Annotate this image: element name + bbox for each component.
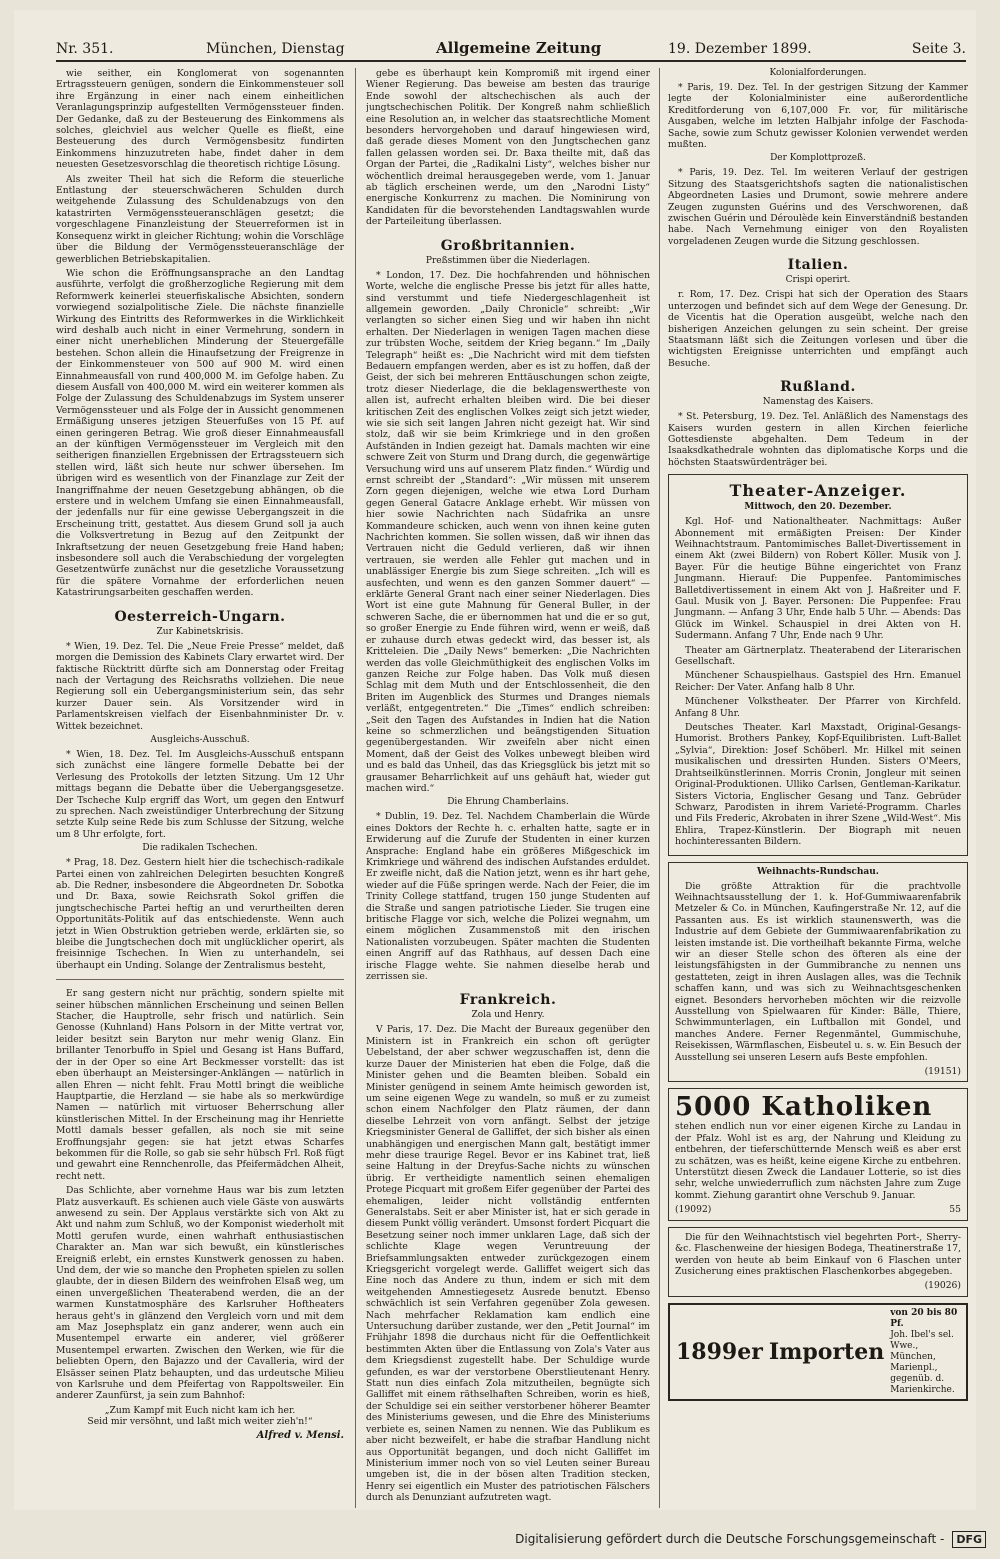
subheading: Ausgleichs-Ausschuß. xyxy=(150,734,250,745)
article-paragraph: * Dublin, 19. Dez. Tel. Nachdem Chamberlain die Würde eines Doktors der Rechte h. c. erhalten hatte, sagte er in Erwiderung auf die Zurufe der Studenten in einer kurzen Ansprache: England habe ein größeres Mißgeschick im Krimkriege und während des indischen Aufstandes erduldet. Er zweifle nicht, daß die Nation jetzt, wenn es ihr hart gehe, wieder auf die Füße springen werde. Nach der Feier, die im Trinity College stattfand, trugen 150 junge Studenten auf die Straße und sangen patriotische Lieder. Sie trugen eine britische Flagge vor sich, welche die Polizei wegnahm, um einem möglichen Zusammenstoß mit den irischen Nationalisten vorzubeugen. Später machten die Studenten einen Angriff auf das Rathhaus, auf dessen Dach eine irische Flagge wehte. Sie nahmen dieselbe herab und zerrissen sie. xyxy=(366,811,650,983)
section-heading-italy: Italien. xyxy=(787,257,849,274)
article-paragraph: * Paris, 19. Dez. Tel. Im weiteren Verlauf der gestrigen Sitzung des Staatsgerichtshofs sagten die nationalistischen Abgeordneten Lasies und Drumont, sowie mehrere andere Zeugen zugunsten Guérins und des Verschworenen, daß zwischen Guérin und Déroulède kein Einverständniß bestanden habe. Nach Vernehmung einiger von den Royalisten vorgeladenen Zeugen wurde die Sitzung geschlossen. xyxy=(668,167,968,247)
feuilleton-rule xyxy=(56,979,344,980)
feuilleton xyxy=(56,988,344,1441)
column-divider xyxy=(659,68,660,1508)
theater-entry: Deutsches Theater. Karl Maxstadt, Original-Gesangs-Humorist. Brothers Pankey, Kopf-Equilibristen. Luft-Ballet „Sylvia“, Direktion: Josef Schöberl. Mr. Hilkel mit seinen musikalischen und dressirten Hunden. Sisters O'Meers, Drahtseilkünstlerinnen. Morris Cronin, Jongleur mit seinen Original-Produktionen. Ulliko Carlsen, Gentleman-Karikatur. Sisters Victoria, Englischer Gesang und Tanz. Gebrüder Schwarz, Parodisten in ihrem Varieté-Programm. Charles und Fils Frederic, Akrobaten in ihrer Szene „Wild-West“. Mis Ehlira, Trapez-Künstlerin. Der Biograph mit neuen hochinteressanten Bildern. xyxy=(675,722,961,848)
theater-listing-title: Theater-Anzeiger. xyxy=(729,481,907,501)
article-paragraph: gebe es überhaupt kein Kompromiß mit irgend einer Wiener Regierung. Das beweise am besten das traurige Ende sowohl der altschechischen als auch der jungtschechischen Politik. Der Kongreß nahm schließlich eine Resolution an, in welcher das staatsrechtliche Moment besonders hervorgehoben und darauf hingewiesen wird, daß gerade dieses Moment von den Jungtschechen ganz fallen gelassen worden sei. Dr. Baxa theilte mit, daß das Organ der Partei, die „Radikalni Listy“, welches bisher nur wöchentlich dreimal herausgegeben werde, vom 1. Januar ab täglich erscheinen werde, um den „Narodni Listy“ energische Konkurrenz zu machen. Die Nominirung von Kandidaten für die bevorstehenden Landtagswahlen wurde der Parteileitung überlassen. xyxy=(366,68,650,228)
column-3 xyxy=(668,68,968,1510)
subheading: Die Ehrung Chamberlains. xyxy=(447,797,569,808)
subheading: Die radikalen Tschechen. xyxy=(142,843,258,854)
digitization-footer xyxy=(0,1525,1000,1553)
article-paragraph: * Wien, 18. Dez. Tel. Im Ausgleichs-Ausschuß entspann sich zunächst eine längere formelle Debatte bei der Verlesung des Protokolls der letzten Sitzung. Um 12 Uhr mittags begann die Debatte über die Uebergangsgesetze. Der Tscheche Kulp ergriff das Wort, um gegen den Entwurf zu sprechen. Nach zweistündiger Unterbrechung der Sitzung setzte Kulp seine Rede bis zum Schlusse der Sitzung, welche um 8 Uhr erfolgte, fort. xyxy=(56,748,344,840)
article-paragraph: Als zweiter Theil hat sich die Reform die steuerliche Entlastung der steuerschwächeren Schulden durch weitgehende Zulassung des Schuldenabzugs von den katastrirten Vermögenssteueranschlägen gesetzt; die vorgeschlagene Finanzleistung der Steuerreformen ist in Konsequenz wirkt in gleicher Richtung; wohin die Vorschläge über die Bildung der Vermögenssteueranschläge der gewerblichen Betriebskapitalien. xyxy=(56,173,344,265)
verse-line: Seid mir versöhnt, und laßt mich weiter zieh'n!“ xyxy=(87,1416,313,1428)
importen-word: Importen xyxy=(768,1338,885,1365)
importen-price: von 20 bis 80 Pf. xyxy=(890,1307,958,1329)
column-2 xyxy=(366,68,650,1510)
ad-reference: (19026) xyxy=(924,1280,961,1292)
newspaper-page xyxy=(14,10,976,1510)
weihnachts-rundschau-box xyxy=(668,862,968,1083)
rundschau-title: Weihnachts-Rundschau. xyxy=(757,866,879,877)
article-paragraph: * London, 17. Dez. Die hochfahrenden und höhnischen Worte, welche die englische Presse bis jetzt für alles hatte, sind verstummt und tiefe Niedergeschlagenheit ist allgemein geworden. „Daily Chronicle“ schreibt: „Wir verlangten so sicher einen Sieg und wir haben ihn nicht erhalten. Der Niederlagen in wenigen Tagen machen diese zur trübsten Woche, seitdem der Krieg begann.“ Im „Daily Telegraph“ heißt es: „Die Nachricht wird mit dem tiefsten Bedauern empfangen werden, aber es ist zu hoffen, daß der Geist, der sich bei mehreren Enttäuschungen schon zeigte, trotz dieser Niederlage, die die beklagenswertheste von allen ist, aufrecht erhalten bleiben wird. Die bei dieser kritischen Zeit des englischen Volkes zeigt sich jetzt wieder, wie sie sich seit langen Jahren nicht gezeigt hat. Wir sind stolz, daß wir sie beim Krimkriege und in den großen Aufständen in Indien gezeigt hat. Damals machten wir eine schwere Zeit von Sturm und Drang durch, die gegenwärtige Versuchung wird uns auf unserem Platz finden.“ Würdig und ernst schreibt der „Standard“: „Wir müssen mit unserem Zorn gegen diejenigen, welche wie etwa Lord Durham gegen General Gatacre Anklage erhebt. Wir müssen von hier sowie Nachrichten nach Südafrika an unsre Kommandeure schicken, auch wenn von ihnen keine guten Nachrichten kommen. Sie sollen wissen, daß wir ihnen das Vertrauen nicht die Geduld verlieren, daß wir ihnen vertrauen, sie werden alle Fehler gut machen und in unablässiger Energie bis zum Siege schreiten. „Ich will es ausfechten, und wenn es den ganzen Sommer dauert“ — erklärte General Grant nach einer seiner Niederlagen. Dies Wort ist eine gute Mahnung für General Buller, in der schweren Sache, die er übernommen hat und die er so gut, so großer Energie zu Ende führen wird, wenn er weiß, daß er zuhause durch etwas gedeckt wird, das besser ist, als Kritteleien. Die „Daily News“ bemerken: „Die Nachrichten werden das volle Gleichmüthigkeit des englischen Volks im ganzen Reiche zur Folge haben. Das Volk muß diesen Schlag mit dem Muth und der Entschlossenheit, die den Briten im Augenblick des Sturmes und Dranges niemals verläßt, entgegentreten.“ Die „Times“ endlich schreiben: „Seit den Tagen des Aufstandes in Indien hat die Nation keine so schmerzlichen und beängstigenden Situation gegenübergestanden. Wir zweifeln aber nicht einen Moment, daß der Geist des Volkes unbewegt bleiben wird und es bald das Unheil, das das Kriegsglück bis jetzt mit so grausamer Beharrlichkeit auf uns gehäuft hat, wieder gut machen wird.“ xyxy=(366,269,650,794)
author-signature: Alfred v. Mensi. xyxy=(256,1429,344,1441)
article-paragraph: * Prag, 18. Dez. Gestern hielt hier die tschechisch-radikale Partei einen von zahlreichen Delegirten besuchten Kongreß ab. Die Redner, insbesondere die Abgeordneten Dr. Sobotka und Dr. Baxa, sowie Reichsrath Sokol griffen die jungtschechische Partei heftig an und verurtheilten deren Opportunitäts-Politik auf das entschiedenste. Wenn auch jetzt in Wien Obstruktion getrieben werde, erklärten sie, so bleibe die Jungtschechen doch mit unglücklicher operirt, als freisinnige Tschechen. In Wien zu unterhandeln, sei überhaupt ein Unding. Solange der Zentralismus besteht, xyxy=(56,857,344,971)
subheading: Namenstag des Kaisers. xyxy=(762,397,874,408)
theater-entry: Münchener Schauspielhaus. Gastspiel des Hrn. Emanuel Reicher: Der Vater. Anfang halb 8 Uhr. xyxy=(675,670,961,693)
theater-listing-box xyxy=(668,474,968,855)
ad-reference: (19151) xyxy=(924,1066,961,1078)
subheading: Crispi operirt. xyxy=(785,275,851,286)
subheading: Zur Kabinetskrisis. xyxy=(156,626,244,637)
importen-details xyxy=(890,1308,960,1396)
subheading: Zola und Henry. xyxy=(471,1010,545,1021)
importen-seller: Joh. Ibel's sel. Wwe., München, xyxy=(890,1329,954,1362)
footer-text: Digitalisierung gefördert durch die Deutsche Forschungsgemeinschaft - xyxy=(515,1532,945,1546)
masthead xyxy=(56,38,966,62)
article-paragraph: * St. Petersburg, 19. Dez. Tel. Anläßlich des Namenstags des Kaisers wurden gestern in allen Kirchen feierliche Gottesdienste abgehalten. Dem Tedeum in der Isaaksdkathedrale wohnten das diplomatische Korps und die höchsten Staatswürdenträger bei. xyxy=(668,411,968,468)
newspaper-title: Allgemeine Zeitung xyxy=(436,39,602,57)
article-paragraph: wie seither, ein Konglomerat von sogenannten Ertragssteuern genügen, sondern die Einkommensteuer soll ihre Ergänzung in einer nach einem einheitlichen Veranlagungsprinzip aufgestellten Vermögenssteuer finden. Der Gedanke, daß zu der Besteuerung des Einkommens als solches, gleichviel aus welcher Quelle es fließt, eine Besteuerung des durch Vermögensbesitz fundirten Einkommens hinzuzutreten habe, findet daher in dem neuesten Gesetzesvorschlag die theoretisch richtige Lösung. xyxy=(56,68,344,171)
ad-reference: 55 xyxy=(949,1204,961,1216)
article-paragraph: Wie schon die Eröffnungsansprache an den Landtag ausführte, verfolgt die großherzogliche Regierung mit dem Reformwerk keinerlei steuerfiskalische Absichten, sondern vorwiegend sozialpolitische Ziele. Die nächste finanzielle Wirkung des Eintritts des Reformwerkes in die Wirklichkeit wird deshalb auch nicht in einer Vermehrung, sondern in einer nicht unerheblichen Minderung der Steuergefälle bestehen. Schon allein die Hinaufsetzung der Freigrenze in der Einkommensteuer von 500 auf 900 M. wird einen Einnahmeausfall von rund 400,000 M. im Gefolge haben. Zu diesem Ausfall von 400,000 M. wird ein weiterer kommen als Folge der Zulassung des Schuldenabzugs im System unserer Vermögenssteuer und als Folge der in Aussicht genommenen Ermäßigung unseres jetzigen Steuerfußes von 15 Pf. auf einen geringeren Betrag. Wie groß dieser Einnahmeausfall an der künftigen Vermögenssteuer im Vergleich mit den seitherigen finanziellen Ergebnissen der Ertragssteuern sich stellen wird, läßt sich heute nur schwer übersehen. Im übrigen wird es wesentlich von der Finanzlage zur Zeit der Inangriffnahme der neuen Gesetzgebung abhängen, ob die erstere und in welchem Umfang sie einen Einnahmeausfall, der jedenfalls nur für eine gewisse Uebergangszeit in die Erscheinung tritt, gestattet. Aus diesem Grund soll ja auch die Volksvertretung in Bezug auf den Zeitpunkt der Inkraftsetzung der neuen Gesetzgebung freie Hand haben; insbesondere soll auch die Verabschiedung der vorgelegten Gesetzentwürfe zunächst nur die gesetzliche Voraussetzung für die spätere Vornahme der erforderlichen neuen Katastrirungsarbeiten geschaffen werden. xyxy=(56,267,344,599)
article-paragraph: * Paris, 19. Dez. Tel. In der gestrigen Sitzung der Kammer legte der Kolonialminister eine außerordentliche Kreditforderung von 6,107,000 Fr. vor, für militärische Ausgaben, welche im letzten Halbjahr infolge der Faschoda-Sache, sowie zum Schutz gewisser Kolonien verwendet werden mußten. xyxy=(668,82,968,151)
importen-address: Marienpl., gegenüb. d. Marienkirche. xyxy=(890,1362,955,1395)
section-heading-austria: Oesterreich-Ungarn. xyxy=(114,608,286,625)
issue-date: 19. Dezember 1899. xyxy=(668,41,812,57)
section-heading-france: Frankreich. xyxy=(459,992,557,1009)
section-heading-russia: Rußland. xyxy=(780,379,856,396)
theater-entry: Theater am Gärtnerplatz. Theaterabend der Literarischen Gesellschaft. xyxy=(675,644,961,668)
column-divider xyxy=(355,68,356,1508)
article-paragraph: r. Rom, 17. Dez. Crispi hat sich der Operation des Staars unterzogen und befindet sich auf dem Wege der Genesung. Dr. de Vicentis hat die Operation ausgeübt, welche nach den bisherigen Anzeichen gelungen zu sein scheint. Der greise Staatsmann läßt sich die Zeitungen vorlesen und über die wichtigsten Ereignisse unterrichten und empfängt auch Besuche. xyxy=(668,289,968,369)
theater-listing-date: Mittwoch, den 20. Dezember. xyxy=(744,502,892,513)
katholiken-text: stehen endlich nun vor einer eigenen Kirche zu Landau in der Pfalz. Wohl ist es arg, der Nahrung und Kleidung zu entbehren, der tieferschütternde Mensch weiß es aber erst zu schätzen, was es heißt, keine eigene Kirche zu entbehren. Unterstützt diesen Zweck die Landauer Lotterie, so ist dies sehr, welche unwiederruflich zum nächsten Jahre zum Zuge kommt. Ziehung garantirt ohne Verschub 9. Januar. xyxy=(675,1121,961,1201)
katholiken-ad xyxy=(668,1088,968,1220)
feuilleton-paragraph: Er sang gestern nicht nur prächtig, sondern spielte mit seiner hübschen männlichen Erscheinung und seinen Bellen Stacher, die Hauptrolle, sehr frisch und natürlich. Sein Genosse (Kuhnland) Hans Polsorn in der Mitte vertrat vor, leider besitzt sein Baryton nur mehr wenig Glanz. Ein brillanter Tenorbuffo in Spiel und Gesang ist Hans Buffard, der in der Oper so eine Art Beckmesser vorstellt: das ist eben überhaupt an Meistersinger-Anklängen — natürlich in allen Ehren — nicht fehlt. Frau Mottl bringt die weibliche Hauptpartie, die Herzland — sie habe als so merkwürdige Namen — natürlich mit virtuoser Beherrschung aller künstlerischen Mittel. In der Erscheinung mag ihr Henriette Mottl damals besser gefallen, als noch sie mit seine Eroffnungsjahr gegen: sie hat jetzt etwas Scharfes bekommen für die Rolle, so gab sie sehr hübsch Frl. Roß fügt und gewahrt eine Rennchenrolle, das Pfeifermädchen Alheit, recht nett. xyxy=(56,988,344,1182)
issue-number: Nr. 351. xyxy=(56,41,114,57)
subheading: Kolonialforderungen. xyxy=(769,68,867,78)
subheading: Preßstimmen über die Niederlagen. xyxy=(425,255,591,266)
theater-entry: Kgl. Hof- und Nationaltheater. Nachmittags: Außer Abonnement mit ermäßigten Preisen: Der Kinder Weihnachtstraum. Pantomimisches Ballet-Divertissement in einem Akt (zwei Bildern) von Robert Köller. Musik von J. Bayer. Für die heutige Bühne eingerichtet von Franz Jungmann. Hierauf: Die Puppenfee. Pantomimisches Balletdivertissement in einem Akt von J. Haßreiter und F. Gaul. Musik von J. Bayer. Personen: Die Puppenfee: Frau Jungmann. — Anfang 3 Uhr, Ende halb 5 Uhr. — Abends: Das Glück im Winkel. Schauspiel in drei Akten von H. Sudermann. Anfang 7 Uhr, Ende nach 9 Uhr. xyxy=(675,516,961,642)
importen-ad xyxy=(668,1303,968,1401)
section-heading-britain: Großbritannien. xyxy=(440,237,576,254)
theater-entry: Münchener Volkstheater. Der Pfarrer von Kirchfeld. Anfang 8 Uhr. xyxy=(675,696,961,719)
verse-line: „Zum Kampf mit Euch nicht kam ich her. xyxy=(104,1404,296,1416)
column-1 xyxy=(56,68,344,1510)
dfg-logo: DFG xyxy=(952,1531,986,1548)
importen-year: 1899er xyxy=(676,1338,763,1365)
article-paragraph: * Wien, 19. Dez. Tel. Die „Neue Freie Presse“ meldet, daß morgen die Demission des Kabinets Clary erwartet wird. Der faktische Rücktritt dürfte sich am Donnerstag oder Freitag nach der Vertagung des Reichsraths vollziehen. Die neue Regierung soll ein Uebergangsministerium sein, das sehr kurzer Dauer sein. Als Vorsitzender wird in Parlamentskreisen vielfach der Eisenbahnminister Dr. v. Wittek bezeichnet. xyxy=(56,640,344,732)
page-number: Seite 3. xyxy=(911,41,966,57)
article-paragraph: V Paris, 17. Dez. Die Macht der Bureaux gegenüber den Ministern ist in Frankreich ein schon oft gerügter Uebelstand, der aber schwer wegzuschaffen ist, denn die kurze Dauer der Ministerien hat eben die Folge, daß die Minister gehen und die Beamten bleiben. Sobald ein Minister genügend in seinem Amte heimisch geworden ist, um seine eigenen Wege zu wandeln, so muß er zu zumeist schon einem Nachfolger den Platz räumen, der dann dieselbe Lehrzeit von vorn anfängt. Selbst der jetzige Kriegsminister General de Galliffet, der sich bisher als einen unabhängigen und energischen Mann galt, bestätigt immer mehr diese traurige Regel. Bevor er ins Kabinet trat, ließ seine Haltung in der Dreyfus-Sache nichts zu wünschen übrig. Er vertheidigte namentlich seinen ehemaligen Protege Picquart mit großem Eifer gegenüber der Partei des ehemaligen, leider nicht vollständig entfernten Generalstabs. Seit er aber Minister ist, hat er sich gerade in diesem Punkt völlig verändert. Umsonst fordert Picquart die Besetzung seiner noch immer unklaren Lage, daß sich der schlichte Klage wegen Veruntreuung der Briefsammlungsakten entweder zurückgezogen einem Kriegsgericht vorgelegt werde. Galliffet weigert sich das Eine noch das Andere zu thun, indem er sich mit dem weitgehenden Amnestiegesetz Ausrede benutzt. Ebenso schwächlich ist sein Verfahren gegenüber Zola gewesen. Nach mehrfacher Reklamation kam endlich eine Untersuchung darüber zustande, wer den „Petit Journal“ im Frühjahr 1898 die durchaus nicht für die Oeffentlichkeit bestimmten Akten über die Entlassung von Zola's Vater aus dem Kriegsdienst zugestellt habe. Der Schuldige wurde gefunden, es war der verstorbene Oberstlieutenant Henry. Statt nun dies einfach Zola mitzutheilen, begnügte sich Galliffet mit einem räthselhaften Schreiben, worin es hieß, der Schuldige sei ein seither verstorbener höherer Beamter des Ministeriums gewesen, und die Ehre des Ministeriums verbiete es, seinen Namen zu nennen. Wie das Publikum es aber nicht bezweifelt, er habe die strafbar Handlung nicht aus Opportunität begangen, und doch nicht Galliffet im Ministerium immer noch von so viel Leuten seiner Bureau umgeben ist, die in der bösen alten Tradition stecken, Henry sei eigentlich ein Muster des patriotischen Fälschers durch als Denunziant aufzutreten wagt. xyxy=(366,1024,650,1504)
bodega-ad xyxy=(668,1227,968,1297)
place-day: München, Dienstag xyxy=(206,41,345,57)
rundschau-text: Die größte Attraktion für die prachtvolle Weihnachtsausstellung der 1. k. Hof-Gummiwaarenfabrik Metzeler & Co. in München, Kaufingerstraße Nr. 12, auf die Passanten aus. Es ist wirklich staunenswerth, was die Industrie auf dem Gebiete der Gummiwaarenfabrikation zu leisten imstande ist. Die vortheilhaft bekannte Firma, welche wir an dieser Stelle schon des öfteren als eine der leistungsfähigsten in der Gummibranche zu nennen uns gestatteten, zeigt in ihren Auslagen alles, was die Technik schaffen kann, und was sich zu Weihnachtsgeschenken eignet. Besonders hervorheben möchten wir die reizvolle Ausstellung von Spielwaaren für Kinder: Bälle, Thiere, Schwimmunterlagen, ein Luftballon mit Gondel, und manches Andere. Ferner Regenmäntel, Gummischuhe, Reisekissen, Wärmflaschen, Eisbeutel u. s. w. Ein Besuch der Ausstellung sei unseren Lesern aufs Beste empfohlen. xyxy=(675,880,961,1063)
ad-reference: (19092) xyxy=(675,1204,712,1216)
feuilleton-paragraph: Das Schlichte, aber vornehme Haus war bis zum letzten Platz ausverkauft. Es schienen auch viele Gäste von auswärts anwesend zu sein. Der Applaus verstärkte sich von Akt zu Akt und nahm zum Schluß, wo der Komponist wiederholt mit Mottl gerufen wurde, einen wahrhaft enthusiastischen Charakter an. Man war sich bewußt, ein künstlerisches Ereigniß erlebt, ein ernstes Kunstwerk genossen zu haben. Und dem, der wie so manche den Propheten spielen zu sollen glaubte, der in diesen Bildern des weinfrohen Elsaß weg, um einen unvergeßlichen Theaterabend werden, die an der warmen Kunstatmosphäre des Karlsruher Hoftheaters heraus geht's in glänzend den Vergleich vorn und mit dem am Maz Josephsplatz ein ganz anderer, wenn auch ein Musentempel erwarte ein anderer, viel größerer Musentempel erwarten. Zwischen den Werken, wie für die beliebten Opern, den Bajazzo und der Cavalleria, wird der Elsässer seinen Platz behaupten, und das urdeutsche Milieu von Karlsruhe und dem Pfeifertag von Rappoltsweiler. Ein anderer Zaunfürst, ja sein zum Bahnhof: xyxy=(56,1185,344,1402)
katholiken-headline: 5000 Katholiken xyxy=(675,1092,933,1123)
bodega-text: Die für den Weihnachtstisch viel begehrten Port-, Sherry- &c. Flaschenweine der hiesigen Bodega, Theatinerstraße 17, werden von heute ab beim Einkauf von 6 Flaschen unter Zusicherung eines praktischen Flaschenkorbes abgegeben. xyxy=(675,1231,961,1277)
subheading: Der Komplottprozeß. xyxy=(770,153,866,164)
